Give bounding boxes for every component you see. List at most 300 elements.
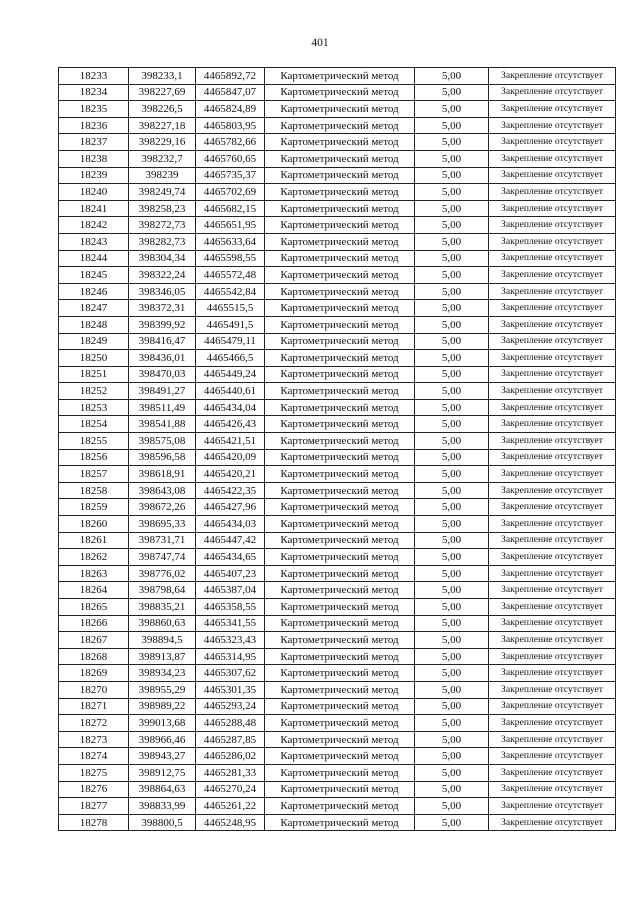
fixation-status-cell: Закрепление отсутствует [489, 648, 616, 665]
table-row [59, 482, 616, 499]
fixation-status-cell: Закрепление отсутствует [489, 366, 616, 383]
point-number-cell: 18277 [59, 798, 129, 815]
point-number-cell: 18274 [59, 748, 129, 765]
y-coordinate-cell: 4465572,48 [196, 267, 265, 284]
y-coordinate-cell: 4465782,66 [196, 134, 265, 151]
x-coordinate-cell: 398227,69 [129, 84, 196, 101]
point-number-cell: 18253 [59, 399, 129, 416]
point-number-cell: 18237 [59, 134, 129, 151]
point-number-cell: 18244 [59, 250, 129, 267]
y-coordinate-cell: 4465491,5 [196, 316, 265, 333]
table-row [59, 731, 616, 748]
y-coordinate-cell: 4465542,84 [196, 283, 265, 300]
method-cell: Картометрический метод [265, 117, 415, 134]
accuracy-cell: 5,00 [415, 184, 489, 201]
y-coordinate-cell: 4465407,23 [196, 565, 265, 582]
x-coordinate-cell: 398955,29 [129, 681, 196, 698]
method-cell: Картометрический метод [265, 549, 415, 566]
fixation-status-cell: Закрепление отсутствует [489, 599, 616, 616]
accuracy-cell: 5,00 [415, 117, 489, 134]
method-cell: Картометрический метод [265, 715, 415, 732]
point-number-cell: 18276 [59, 781, 129, 798]
y-coordinate-cell: 4465434,03 [196, 516, 265, 533]
point-number-cell: 18241 [59, 200, 129, 217]
y-coordinate-cell: 4465307,62 [196, 665, 265, 682]
table-row [59, 167, 616, 184]
point-number-cell: 18234 [59, 84, 129, 101]
table-row [59, 383, 616, 400]
fixation-status-cell: Закрепление отсутствует [489, 466, 616, 483]
y-coordinate-cell: 4465702,69 [196, 184, 265, 201]
method-cell: Картометрический метод [265, 582, 415, 599]
y-coordinate-cell: 4465314,95 [196, 648, 265, 665]
point-number-cell: 18261 [59, 532, 129, 549]
table-row [59, 582, 616, 599]
table-row [59, 549, 616, 566]
method-cell: Картометрический метод [265, 814, 415, 831]
y-coordinate-cell: 4465824,89 [196, 101, 265, 118]
method-cell: Картометрический метод [265, 399, 415, 416]
method-cell: Картометрический метод [265, 333, 415, 350]
table-row [59, 764, 616, 781]
point-number-cell: 18236 [59, 117, 129, 134]
point-number-cell: 18278 [59, 814, 129, 831]
table-row [59, 300, 616, 317]
x-coordinate-cell: 398272,73 [129, 217, 196, 234]
fixation-status-cell: Закрепление отсутствует [489, 615, 616, 632]
x-coordinate-cell: 398776,02 [129, 565, 196, 582]
accuracy-cell: 5,00 [415, 549, 489, 566]
table-row [59, 283, 616, 300]
accuracy-cell: 5,00 [415, 134, 489, 151]
x-coordinate-cell: 398575,08 [129, 433, 196, 450]
table-row [59, 615, 616, 632]
method-cell: Картометрический метод [265, 449, 415, 466]
method-cell: Картометрический метод [265, 134, 415, 151]
accuracy-cell: 5,00 [415, 764, 489, 781]
x-coordinate-cell: 398747,74 [129, 549, 196, 566]
table-row [59, 68, 616, 85]
y-coordinate-cell: 4465358,55 [196, 599, 265, 616]
y-coordinate-cell: 4465422,35 [196, 482, 265, 499]
accuracy-cell: 5,00 [415, 333, 489, 350]
y-coordinate-cell: 4465434,65 [196, 549, 265, 566]
y-coordinate-cell: 4465420,21 [196, 466, 265, 483]
x-coordinate-cell: 398249,74 [129, 184, 196, 201]
y-coordinate-cell: 4465449,24 [196, 366, 265, 383]
table-row [59, 748, 616, 765]
y-coordinate-cell: 4465288,48 [196, 715, 265, 732]
accuracy-cell: 5,00 [415, 665, 489, 682]
x-coordinate-cell: 398860,63 [129, 615, 196, 632]
accuracy-cell: 5,00 [415, 499, 489, 516]
method-cell: Картометрический метод [265, 383, 415, 400]
y-coordinate-cell: 4465440,61 [196, 383, 265, 400]
fixation-status-cell: Закрепление отсутствует [489, 300, 616, 317]
method-cell: Картометрический метод [265, 731, 415, 748]
fixation-status-cell: Закрепление отсутствует [489, 582, 616, 599]
y-coordinate-cell: 4465270,24 [196, 781, 265, 798]
accuracy-cell: 5,00 [415, 433, 489, 450]
point-number-cell: 18258 [59, 482, 129, 499]
x-coordinate-cell: 398833,99 [129, 798, 196, 815]
accuracy-cell: 5,00 [415, 283, 489, 300]
table-row [59, 333, 616, 350]
accuracy-cell: 5,00 [415, 681, 489, 698]
method-cell: Картометрический метод [265, 482, 415, 499]
table-row [59, 632, 616, 649]
table-row [59, 184, 616, 201]
x-coordinate-cell: 398643,08 [129, 482, 196, 499]
method-cell: Картометрический метод [265, 233, 415, 250]
x-coordinate-cell: 398989,22 [129, 698, 196, 715]
fixation-status-cell: Закрепление отсутствует [489, 316, 616, 333]
accuracy-cell: 5,00 [415, 316, 489, 333]
fixation-status-cell: Закрепление отсутствует [489, 449, 616, 466]
point-number-cell: 18251 [59, 366, 129, 383]
point-number-cell: 18243 [59, 233, 129, 250]
fixation-status-cell: Закрепление отсутствует [489, 632, 616, 649]
method-cell: Картометрический метод [265, 200, 415, 217]
accuracy-cell: 5,00 [415, 748, 489, 765]
x-coordinate-cell: 398229,16 [129, 134, 196, 151]
point-number-cell: 18265 [59, 599, 129, 616]
method-cell: Картометрический метод [265, 748, 415, 765]
fixation-status-cell: Закрепление отсутствует [489, 333, 616, 350]
method-cell: Картометрический метод [265, 665, 415, 682]
accuracy-cell: 5,00 [415, 648, 489, 665]
accuracy-cell: 5,00 [415, 632, 489, 649]
point-number-cell: 18254 [59, 416, 129, 433]
table-row [59, 267, 616, 284]
method-cell: Картометрический метод [265, 416, 415, 433]
point-number-cell: 18256 [59, 449, 129, 466]
accuracy-cell: 5,00 [415, 731, 489, 748]
point-number-cell: 18267 [59, 632, 129, 649]
method-cell: Картометрический метод [265, 764, 415, 781]
x-coordinate-cell: 398695,33 [129, 516, 196, 533]
method-cell: Картометрический метод [265, 350, 415, 367]
fixation-status-cell: Закрепление отсутствует [489, 267, 616, 284]
table-row [59, 814, 616, 831]
x-coordinate-cell: 398943,27 [129, 748, 196, 765]
table-row [59, 665, 616, 682]
point-number-cell: 18250 [59, 350, 129, 367]
point-number-cell: 18259 [59, 499, 129, 516]
x-coordinate-cell: 398672,26 [129, 499, 196, 516]
table-row [59, 466, 616, 483]
table-row [59, 250, 616, 267]
y-coordinate-cell: 4465341,55 [196, 615, 265, 632]
method-cell: Картометрический метод [265, 84, 415, 101]
table-row [59, 449, 616, 466]
method-cell: Картометрический метод [265, 798, 415, 815]
method-cell: Картометрический метод [265, 532, 415, 549]
accuracy-cell: 5,00 [415, 150, 489, 167]
x-coordinate-cell: 398416,47 [129, 333, 196, 350]
fixation-status-cell: Закрепление отсутствует [489, 798, 616, 815]
x-coordinate-cell: 398239 [129, 167, 196, 184]
method-cell: Картометрический метод [265, 267, 415, 284]
x-coordinate-cell: 398322,24 [129, 267, 196, 284]
x-coordinate-cell: 398511,49 [129, 399, 196, 416]
y-coordinate-cell: 4465281,33 [196, 764, 265, 781]
accuracy-cell: 5,00 [415, 814, 489, 831]
fixation-status-cell: Закрепление отсутствует [489, 250, 616, 267]
x-coordinate-cell: 398541,88 [129, 416, 196, 433]
method-cell: Картометрический метод [265, 599, 415, 616]
fixation-status-cell: Закрепление отсутствует [489, 350, 616, 367]
y-coordinate-cell: 4465466,5 [196, 350, 265, 367]
accuracy-cell: 5,00 [415, 399, 489, 416]
x-coordinate-cell: 398912,75 [129, 764, 196, 781]
x-coordinate-cell: 398894,5 [129, 632, 196, 649]
x-coordinate-cell: 398226,5 [129, 101, 196, 118]
fixation-status-cell: Закрепление отсутствует [489, 233, 616, 250]
fixation-status-cell: Закрепление отсутствует [489, 433, 616, 450]
accuracy-cell: 5,00 [415, 781, 489, 798]
page-number: 401 [311, 37, 329, 49]
method-cell: Картометрический метод [265, 101, 415, 118]
point-number-cell: 18248 [59, 316, 129, 333]
x-coordinate-cell: 398304,34 [129, 250, 196, 267]
accuracy-cell: 5,00 [415, 68, 489, 85]
point-number-cell: 18249 [59, 333, 129, 350]
accuracy-cell: 5,00 [415, 482, 489, 499]
method-cell: Картометрический метод [265, 184, 415, 201]
table-row [59, 316, 616, 333]
y-coordinate-cell: 4465420,09 [196, 449, 265, 466]
fixation-status-cell: Закрепление отсутствует [489, 117, 616, 134]
point-number-cell: 18233 [59, 68, 129, 85]
accuracy-cell: 5,00 [415, 416, 489, 433]
x-coordinate-cell: 398596,58 [129, 449, 196, 466]
fixation-status-cell: Закрепление отсутствует [489, 134, 616, 151]
accuracy-cell: 5,00 [415, 615, 489, 632]
y-coordinate-cell: 4465426,43 [196, 416, 265, 433]
fixation-status-cell: Закрепление отсутствует [489, 416, 616, 433]
table-row [59, 399, 616, 416]
point-number-cell: 18252 [59, 383, 129, 400]
x-coordinate-cell: 399013,68 [129, 715, 196, 732]
y-coordinate-cell: 4465515,5 [196, 300, 265, 317]
table-row [59, 350, 616, 367]
fixation-status-cell: Закрепление отсутствует [489, 482, 616, 499]
coordinates-table [58, 67, 616, 831]
x-coordinate-cell: 398372,31 [129, 300, 196, 317]
point-number-cell: 18257 [59, 466, 129, 483]
method-cell: Картометрический метод [265, 698, 415, 715]
table-row [59, 499, 616, 516]
fixation-status-cell: Закрепление отсутствует [489, 84, 616, 101]
table-row [59, 648, 616, 665]
accuracy-cell: 5,00 [415, 698, 489, 715]
y-coordinate-cell: 4465286,02 [196, 748, 265, 765]
fixation-status-cell: Закрепление отсутствует [489, 383, 616, 400]
table-row [59, 781, 616, 798]
y-coordinate-cell: 4465735,37 [196, 167, 265, 184]
table-row [59, 516, 616, 533]
y-coordinate-cell: 4465287,85 [196, 731, 265, 748]
y-coordinate-cell: 4465293,24 [196, 698, 265, 715]
fixation-status-cell: Закрепление отсутствует [489, 101, 616, 118]
table-row [59, 84, 616, 101]
table-row [59, 698, 616, 715]
y-coordinate-cell: 4465479,11 [196, 333, 265, 350]
point-number-cell: 18247 [59, 300, 129, 317]
point-number-cell: 18245 [59, 267, 129, 284]
table-row [59, 233, 616, 250]
fixation-status-cell: Закрепление отсутствует [489, 184, 616, 201]
y-coordinate-cell: 4465301,35 [196, 681, 265, 698]
method-cell: Картометрический метод [265, 681, 415, 698]
accuracy-cell: 5,00 [415, 366, 489, 383]
x-coordinate-cell: 398800,5 [129, 814, 196, 831]
accuracy-cell: 5,00 [415, 167, 489, 184]
point-number-cell: 18273 [59, 731, 129, 748]
method-cell: Картометрический метод [265, 283, 415, 300]
x-coordinate-cell: 398258,23 [129, 200, 196, 217]
point-number-cell: 18255 [59, 433, 129, 450]
fixation-status-cell: Закрепление отсутствует [489, 731, 616, 748]
table-row [59, 599, 616, 616]
table-row [59, 715, 616, 732]
table-row [59, 217, 616, 234]
point-number-cell: 18240 [59, 184, 129, 201]
accuracy-cell: 5,00 [415, 84, 489, 101]
table-row [59, 101, 616, 118]
y-coordinate-cell: 4465323,43 [196, 632, 265, 649]
x-coordinate-cell: 398399,92 [129, 316, 196, 333]
fixation-status-cell: Закрепление отсутствует [489, 200, 616, 217]
x-coordinate-cell: 398913,87 [129, 648, 196, 665]
table-row [59, 134, 616, 151]
point-number-cell: 18270 [59, 681, 129, 698]
x-coordinate-cell: 398798,64 [129, 582, 196, 599]
accuracy-cell: 5,00 [415, 532, 489, 549]
point-number-cell: 18266 [59, 615, 129, 632]
table-row [59, 798, 616, 815]
table-row [59, 200, 616, 217]
point-number-cell: 18262 [59, 549, 129, 566]
point-number-cell: 18269 [59, 665, 129, 682]
method-cell: Картометрический метод [265, 615, 415, 632]
accuracy-cell: 5,00 [415, 466, 489, 483]
table-row [59, 532, 616, 549]
y-coordinate-cell: 4465421,51 [196, 433, 265, 450]
fixation-status-cell: Закрепление отсутствует [489, 68, 616, 85]
accuracy-cell: 5,00 [415, 300, 489, 317]
accuracy-cell: 5,00 [415, 200, 489, 217]
point-number-cell: 18263 [59, 565, 129, 582]
method-cell: Картометрический метод [265, 250, 415, 267]
accuracy-cell: 5,00 [415, 233, 489, 250]
point-number-cell: 18264 [59, 582, 129, 599]
y-coordinate-cell: 4465434,04 [196, 399, 265, 416]
table-row [59, 117, 616, 134]
point-number-cell: 18275 [59, 764, 129, 781]
x-coordinate-cell: 398731,71 [129, 532, 196, 549]
point-number-cell: 18246 [59, 283, 129, 300]
method-cell: Картометрический метод [265, 316, 415, 333]
y-coordinate-cell: 4465803,95 [196, 117, 265, 134]
point-number-cell: 18271 [59, 698, 129, 715]
x-coordinate-cell: 398436,01 [129, 350, 196, 367]
fixation-status-cell: Закрепление отсутствует [489, 532, 616, 549]
accuracy-cell: 5,00 [415, 449, 489, 466]
y-coordinate-cell: 4465598,55 [196, 250, 265, 267]
fixation-status-cell: Закрепление отсутствует [489, 698, 616, 715]
accuracy-cell: 5,00 [415, 267, 489, 284]
accuracy-cell: 5,00 [415, 715, 489, 732]
x-coordinate-cell: 398346,05 [129, 283, 196, 300]
fixation-status-cell: Закрепление отсутствует [489, 399, 616, 416]
y-coordinate-cell: 4465682,15 [196, 200, 265, 217]
method-cell: Картометрический метод [265, 632, 415, 649]
method-cell: Картометрический метод [265, 499, 415, 516]
table-row [59, 433, 616, 450]
accuracy-cell: 5,00 [415, 250, 489, 267]
fixation-status-cell: Закрепление отсутствует [489, 283, 616, 300]
x-coordinate-cell: 398470,03 [129, 366, 196, 383]
accuracy-cell: 5,00 [415, 350, 489, 367]
point-number-cell: 18260 [59, 516, 129, 533]
fixation-status-cell: Закрепление отсутствует [489, 748, 616, 765]
y-coordinate-cell: 4465892,72 [196, 68, 265, 85]
y-coordinate-cell: 4465248,95 [196, 814, 265, 831]
accuracy-cell: 5,00 [415, 383, 489, 400]
method-cell: Картометрический метод [265, 516, 415, 533]
y-coordinate-cell: 4465633,64 [196, 233, 265, 250]
x-coordinate-cell: 398491,27 [129, 383, 196, 400]
accuracy-cell: 5,00 [415, 516, 489, 533]
method-cell: Картометрический метод [265, 150, 415, 167]
accuracy-cell: 5,00 [415, 798, 489, 815]
table-row [59, 681, 616, 698]
method-cell: Картометрический метод [265, 300, 415, 317]
table-row [59, 150, 616, 167]
x-coordinate-cell: 398864,63 [129, 781, 196, 798]
point-number-cell: 18272 [59, 715, 129, 732]
accuracy-cell: 5,00 [415, 217, 489, 234]
fixation-status-cell: Закрепление отсутствует [489, 681, 616, 698]
accuracy-cell: 5,00 [415, 101, 489, 118]
method-cell: Картометрический метод [265, 781, 415, 798]
method-cell: Картометрический метод [265, 366, 415, 383]
y-coordinate-cell: 4465387,04 [196, 582, 265, 599]
method-cell: Картометрический метод [265, 466, 415, 483]
coordinates-table-body [59, 68, 616, 831]
accuracy-cell: 5,00 [415, 599, 489, 616]
x-coordinate-cell: 398934,23 [129, 665, 196, 682]
y-coordinate-cell: 4465447,42 [196, 532, 265, 549]
accuracy-cell: 5,00 [415, 582, 489, 599]
method-cell: Картометрический метод [265, 167, 415, 184]
fixation-status-cell: Закрепление отсутствует [489, 516, 616, 533]
y-coordinate-cell: 4465847,07 [196, 84, 265, 101]
x-coordinate-cell: 398233,1 [129, 68, 196, 85]
accuracy-cell: 5,00 [415, 565, 489, 582]
x-coordinate-cell: 398282,73 [129, 233, 196, 250]
y-coordinate-cell: 4465427,96 [196, 499, 265, 516]
method-cell: Картометрический метод [265, 565, 415, 582]
point-number-cell: 18268 [59, 648, 129, 665]
x-coordinate-cell: 398227,18 [129, 117, 196, 134]
fixation-status-cell: Закрепление отсутствует [489, 715, 616, 732]
x-coordinate-cell: 398835,21 [129, 599, 196, 616]
fixation-status-cell: Закрепление отсутствует [489, 499, 616, 516]
fixation-status-cell: Закрепление отсутствует [489, 665, 616, 682]
